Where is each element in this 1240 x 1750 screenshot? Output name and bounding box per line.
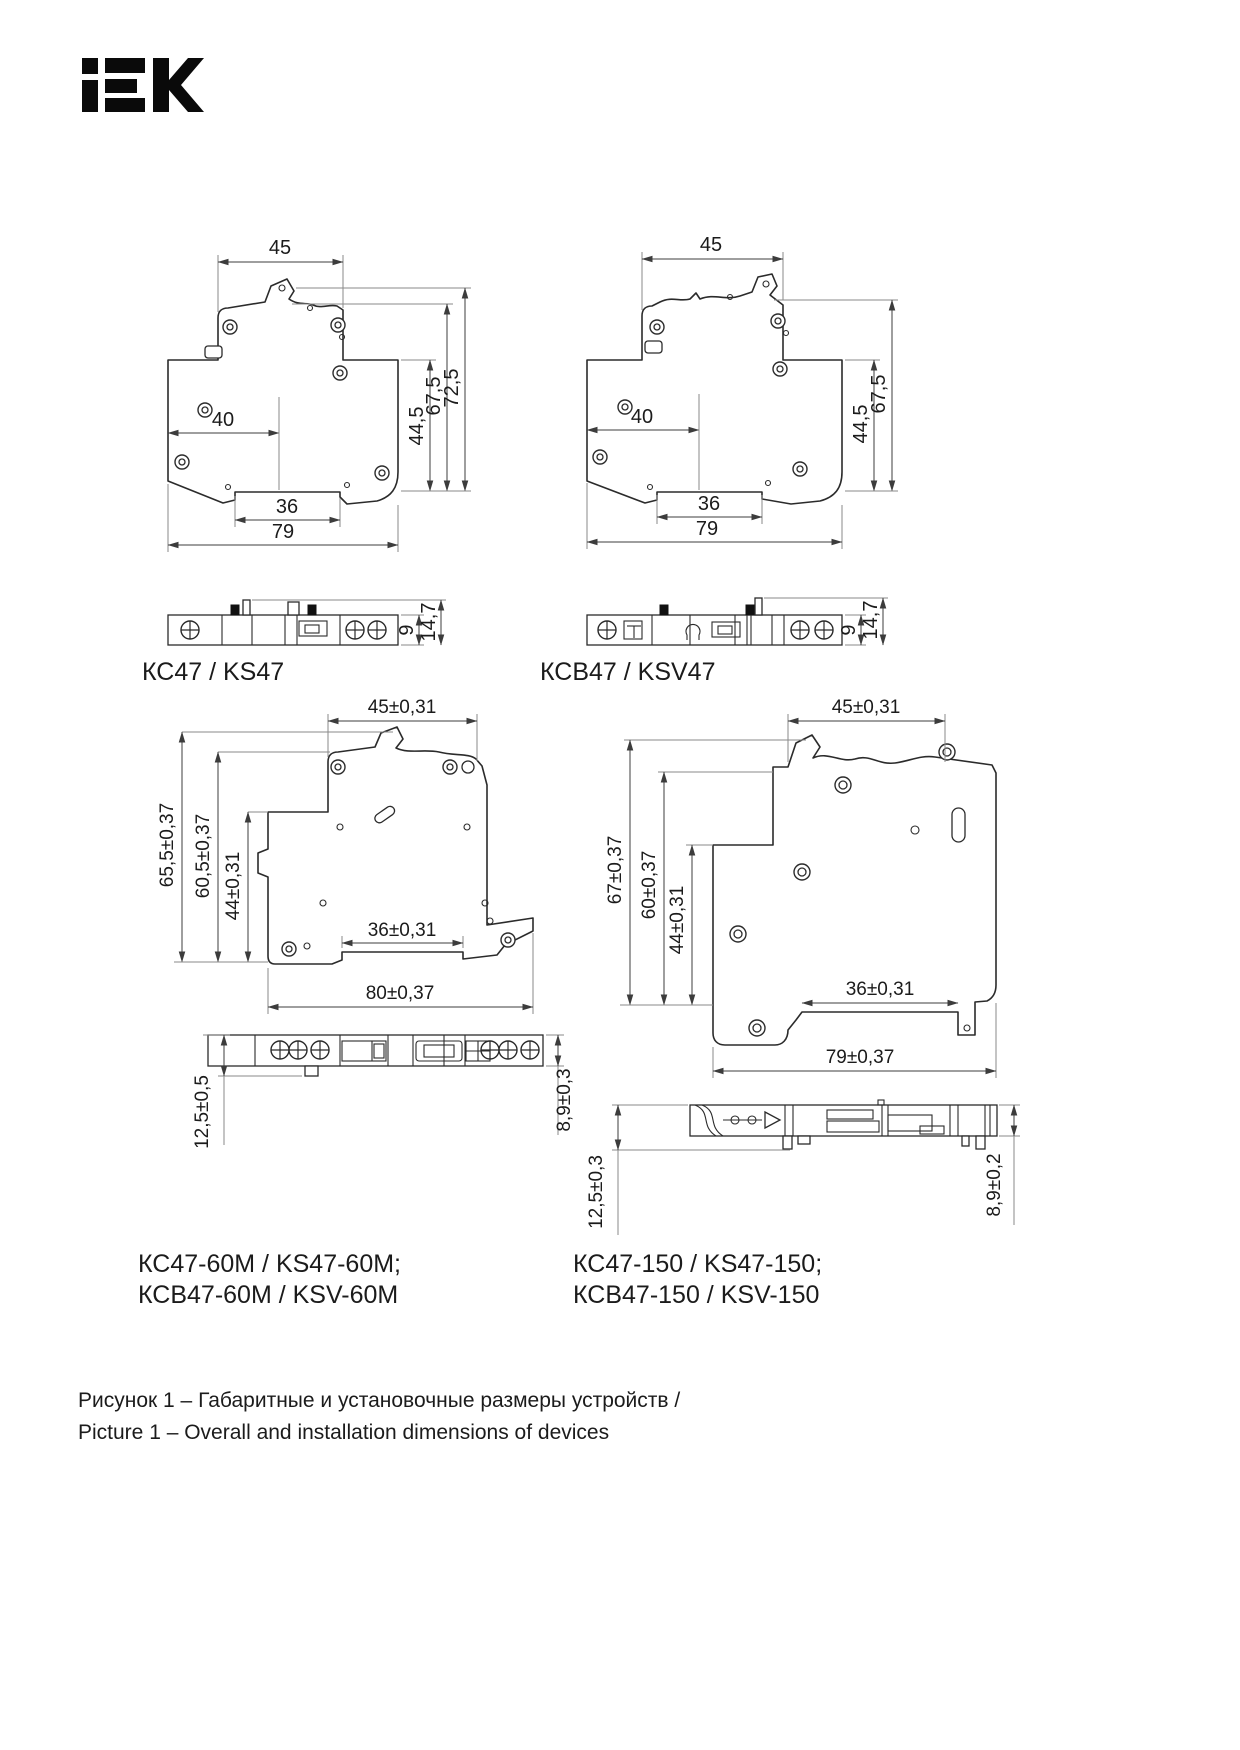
dim-height-step: 44,5 [850, 404, 872, 444]
dim-width-top: 45 [268, 237, 292, 259]
dim-depth-overall: 12,5±0,5 [192, 1075, 213, 1149]
device-label-kc47-60m-line2: КСВ47-60М / KSV-60M [138, 1281, 399, 1309]
dim-width-top: 45±0,31 [831, 697, 901, 718]
dim-depth-overall: 14,7 [860, 600, 882, 640]
dim-height-mid: 60±0,37 [639, 850, 660, 920]
dim-depth-body: 9 [396, 624, 418, 636]
drawing-kc47-60m-top-view [192, 1035, 575, 1149]
device-label-kc47: КС47 / KS47 [142, 658, 285, 686]
dim-height-step: 44±0,31 [223, 851, 244, 921]
dim-height-overall: 67±0,37 [605, 835, 626, 905]
dim-width-mid: 40 [630, 406, 654, 428]
dim-height-body: 67,5 [423, 376, 445, 416]
device-label-kc47-150-line1: КС47-150 / KS47-150; [573, 1250, 823, 1278]
dim-height-step: 44±0,31 [667, 885, 688, 955]
dim-width-notch: 36 [275, 496, 299, 518]
drawing-kc47-front-view [168, 279, 398, 504]
dim-width-overall: 79±0,37 [825, 1047, 895, 1068]
device-label-kc47-60m-line1: КС47-60М / KS47-60M; [138, 1250, 402, 1278]
drawing-ksv47-front-view [587, 274, 842, 504]
dim-width-notch: 36±0,31 [845, 979, 915, 1000]
dim-depth-overall: 14,7 [418, 602, 440, 642]
dim-height-overall: 72,5 [441, 368, 463, 408]
dim-width-overall: 79 [695, 518, 719, 540]
dim-width-notch: 36 [697, 493, 721, 515]
drawing-ksv47-top-view [587, 598, 888, 645]
dim-depth-body: 8,9±0,2 [984, 1153, 1005, 1217]
dim-width-top: 45 [699, 234, 723, 256]
dim-depth-body: 8,9±0,3 [554, 1068, 575, 1132]
dim-height-mid: 60,5±0,37 [193, 813, 214, 899]
dim-width-mid: 40 [211, 409, 235, 431]
figure-caption-en: Picture 1 – Overall and installation dimensions of devices [78, 1421, 610, 1444]
dim-height-overall: 65,5±0,37 [157, 802, 178, 888]
figure-caption-ru: Рисунок 1 – Габаритные и установочные размеры устройств / [78, 1389, 681, 1412]
dim-depth-body: 9 [838, 624, 860, 636]
dim-depth-overall: 12,5±0,3 [586, 1155, 607, 1229]
device-label-kc47-150-line2: КСВ47-150 / KSV-150 [573, 1281, 820, 1309]
dim-height-step: 44,5 [406, 406, 428, 446]
dim-width-top: 45±0,31 [367, 697, 437, 718]
dim-width-notch: 36±0,31 [367, 920, 437, 941]
dim-width-overall: 80±0,37 [365, 983, 435, 1004]
iek-logo-icon [82, 58, 204, 112]
dim-width-overall: 79 [271, 521, 295, 543]
drawing-kc47-top-view [168, 600, 446, 645]
drawing-kc47-150-top-view [586, 1100, 1020, 1235]
device-label-ksv47: КСВ47 / KSV47 [540, 658, 716, 686]
dim-height-body: 67,5 [868, 374, 890, 414]
